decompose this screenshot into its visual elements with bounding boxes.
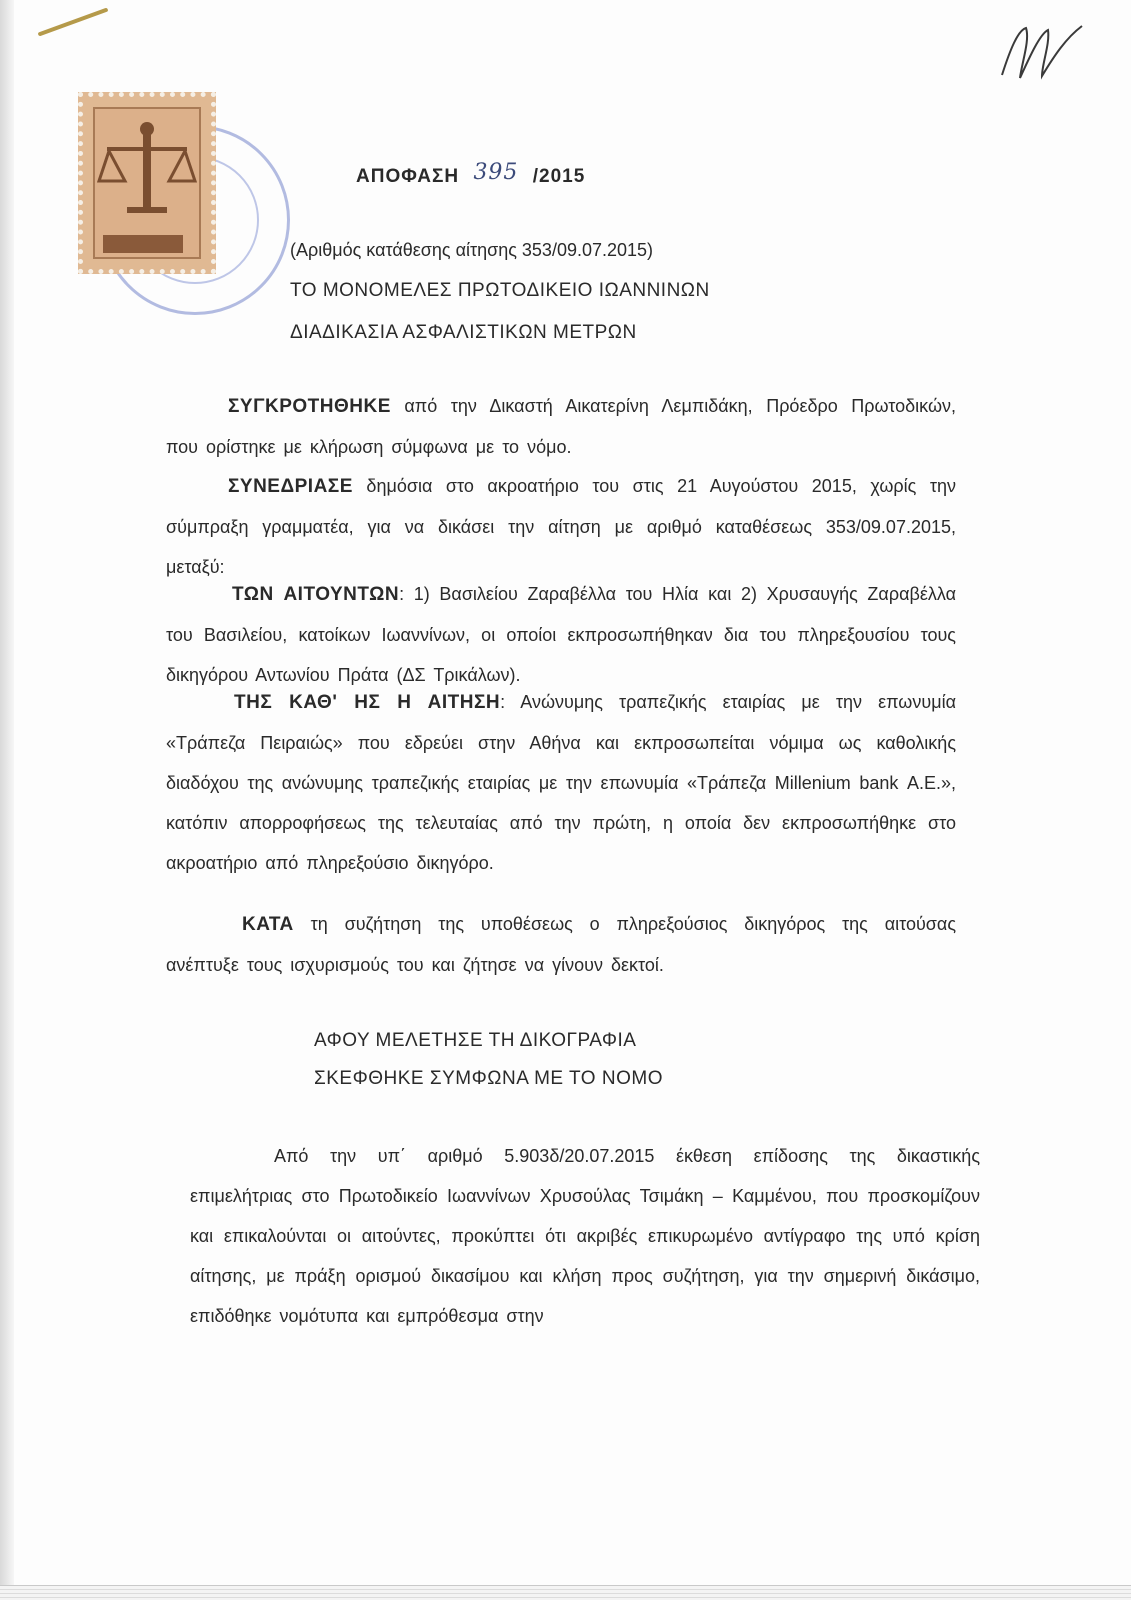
paragraph-respondent xyxy=(166,682,956,883)
paragraph-text: Από την υπ΄ αριθμό 5.903δ/20.07.2015 έκθεση επίδοσης της δικαστικής επιμελήτριας στο Πρωτοδικείο Ιωαννίνων Χρυσούλας Τσιμάκη – Καμμένου, που προσκομίζουν και επικαλούνται οι αιτούντες, προκύπτει ότι ακριβές επικυρωμένο αντίγραφο της υπό κρίση αίτησης, με πράξη ορισμού δικασίμου και κλήση προς συζήτηση, για την σημερινή δικάσιμο, επιδόθηκε νομότυπα και εμπρόθεσμα στην xyxy=(190,1146,980,1326)
paragraph-applicants xyxy=(166,574,956,695)
paragraph-composition xyxy=(166,386,956,467)
filing-number: (Αριθμός κατάθεσης αίτησης 353/09.07.2015) xyxy=(290,240,654,260)
paragraph-session xyxy=(166,466,956,587)
paragraph-text: : 1) Βασιλείου Ζαραβέλλα του Ηλία και 2) Χρυσαυγής Ζαραβέλλα του Βασιλείου, κατοίκων Ιωαννίνων, οι οποίοι εκπροσωπήθηκαν δια του πληρεξουσίου τους δικηγόρου Αντωνίου Πράτα (ΔΣ Τρικάλων). xyxy=(166,584,956,685)
paragraph-text: τη συζήτηση της υποθέσεως ο πληρεξούσιος δικηγόρος της αιτούσας ανέπτυξε τους ισχυρισμούς του και ζήτησε να γίνουν δεκτοί. xyxy=(166,914,956,975)
section-heading-line2: ΣΚΕΦΘΗΚΕ ΣΥΜΦΩΝΑ ΜΕ ΤΟ ΝΟΜΟ xyxy=(314,1068,663,1089)
decision-title xyxy=(356,160,586,188)
paragraph-lead: ΣΥΓΚΡΟΤΗΘΗΚΕ xyxy=(228,396,391,417)
paragraph-lead: ΣΥΝΕΔΡΙΑΣΕ xyxy=(228,476,353,497)
section-heading-line1: ΑΦΟΥ ΜΕΛΕΤΗΣΕ ΤΗ ΔΙΚΟΓΡΑΦΙΑ xyxy=(314,1030,637,1051)
paragraph-text: από την Δικαστή Αικατερίνη Λεμπιδάκη, Πρόεδρο Πρωτοδικών, που ορίστηκε με κλήρωση σύμφωνα με το νόμο. xyxy=(166,396,956,457)
decision-year: /2015 xyxy=(532,166,586,187)
decision-label: ΑΠΟΦΑΣΗ xyxy=(356,166,460,187)
decision-number: 395 xyxy=(473,160,519,185)
paragraph-lead: ΤΩΝ ΑΙΤΟΥΝΤΩΝ xyxy=(232,584,400,605)
procedure-name: ΔΙΑΔΙΚΑΣΙΑ ΑΣΦΑΛΙΣΤΙΚΩΝ ΜΕΤΡΩΝ xyxy=(290,322,637,343)
paragraph-text: : Ανώνυμης τραπεζικής εταιρίας με την επωνυμία «Τράπεζα Πειραιώς» που εδρεύει στην Αθήνα και εκπροσωπείται νόμιμα ως καθολικής διαδόχου της ανώνυμης τραπεζικής εταιρίας με την επωνυμία «Τράπεζα Millenium bank Α.Ε.», κατόπιν απορροφήσεως της τελευταίας από την πρώτη, η οποία δεν εκπροσωπήθηκε στο ακροατήριο από πληρεξούσιο δικηγόρο. xyxy=(166,692,956,873)
paragraph-lead: ΚΑΤΑ xyxy=(242,914,294,935)
paragraph-hearing xyxy=(166,904,956,985)
paragraph-lead: ΤΗΣ ΚΑΘ' ΗΣ Η ΑΙΤΗΣΗ xyxy=(234,692,501,713)
court-name: ΤΟ ΜΟΝΟΜΕΛΕΣ ΠΡΩΤΟΔΙΚΕΙΟ ΙΩΑΝΝΙΝΩΝ xyxy=(290,280,710,301)
paragraph-service-report xyxy=(190,1136,980,1336)
paragraph-text: δημόσια στο ακροατήριο του στις 21 Αυγούστου 2015, χωρίς την σύμπραξη γραμματέα, για να δικάσει την αίτηση με αριθμό καταθέσεως 353/09.07.2015, μεταξύ: xyxy=(166,476,956,577)
